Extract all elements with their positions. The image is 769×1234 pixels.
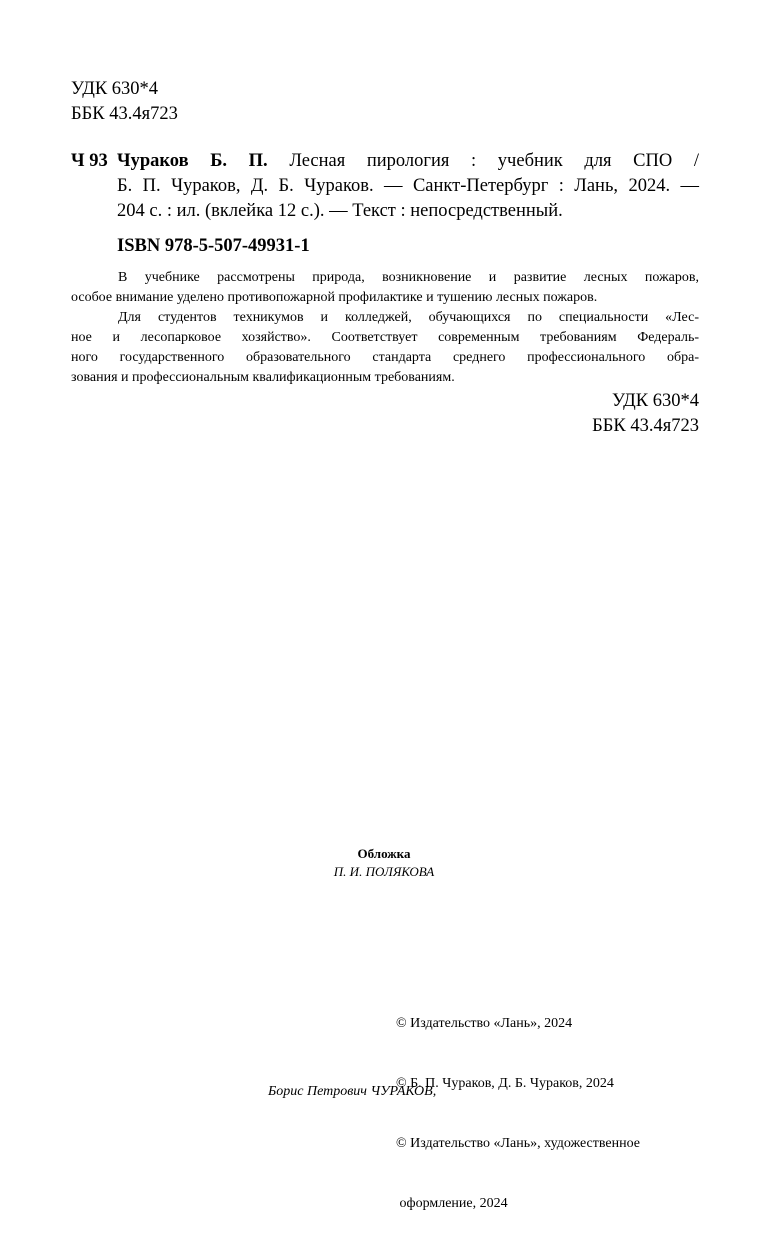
cover-credit-label: Обложка [357,846,411,861]
udk-code-top: УДК 630*4 [71,79,159,99]
title-statement: Лесная пирология : учебник для СПО / [289,151,700,171]
annotation-line: ное и лесопарковое хозяйство». Соответствует современным требованиям Федераль- [71,330,699,345]
annotation-line: Для студентов техникумов и колледжей, обучающихся по специальности «Лес- [118,310,699,325]
bbk-code-bottom: ББК 43.4я723 [592,416,699,436]
udk-code-bottom: УДК 630*4 [611,391,699,411]
annotation-line: зования и профессиональным квалификационным требованиям. [71,370,455,385]
bbk-code-top: ББК 43.4я723 [71,104,178,124]
copyright-line: © Издательство «Лань», художественное [396,1136,640,1151]
bibliographic-line-2: Б. П. Чураков, Д. Б. Чураков. — Санкт-Петербург : Лань, 2024. — [117,176,699,196]
author-heading: Чураков Б. П. [117,151,268,171]
annotation-line: В учебнике рассмотрены природа, возникновение и развитие лесных пожаров, [118,270,699,285]
copyright-block [396,974,640,1234]
bibliographic-line-3: 204 с. : ил. (вклейка 12 с.). — Текст : непосредственный. [117,201,563,221]
annotation-line: ного государственного образовательного стандарта среднего профессионального обра- [71,350,699,365]
copyright-line: оформление, 2024 [396,1196,508,1211]
annotation-line: особое внимание уделено противопожарной профилактике и тушению лесных пожаров. [71,290,598,305]
copyright-line: © Б. П. Чураков, Д. Б. Чураков, 2024 [396,1076,614,1091]
bibliographic-line-1 [117,150,699,173]
cover-credit-name: П. И. ПОЛЯКОВА [333,864,435,879]
annotation [71,268,699,388]
footer-author: Борис Петрович ЧУРАКОВ, [268,1084,437,1099]
author-sign: Ч 93 [71,151,108,171]
isbn: ISBN 978-5-507-49931-1 [117,236,310,256]
copyright-line: © Издательство «Лань», 2024 [396,1016,573,1031]
